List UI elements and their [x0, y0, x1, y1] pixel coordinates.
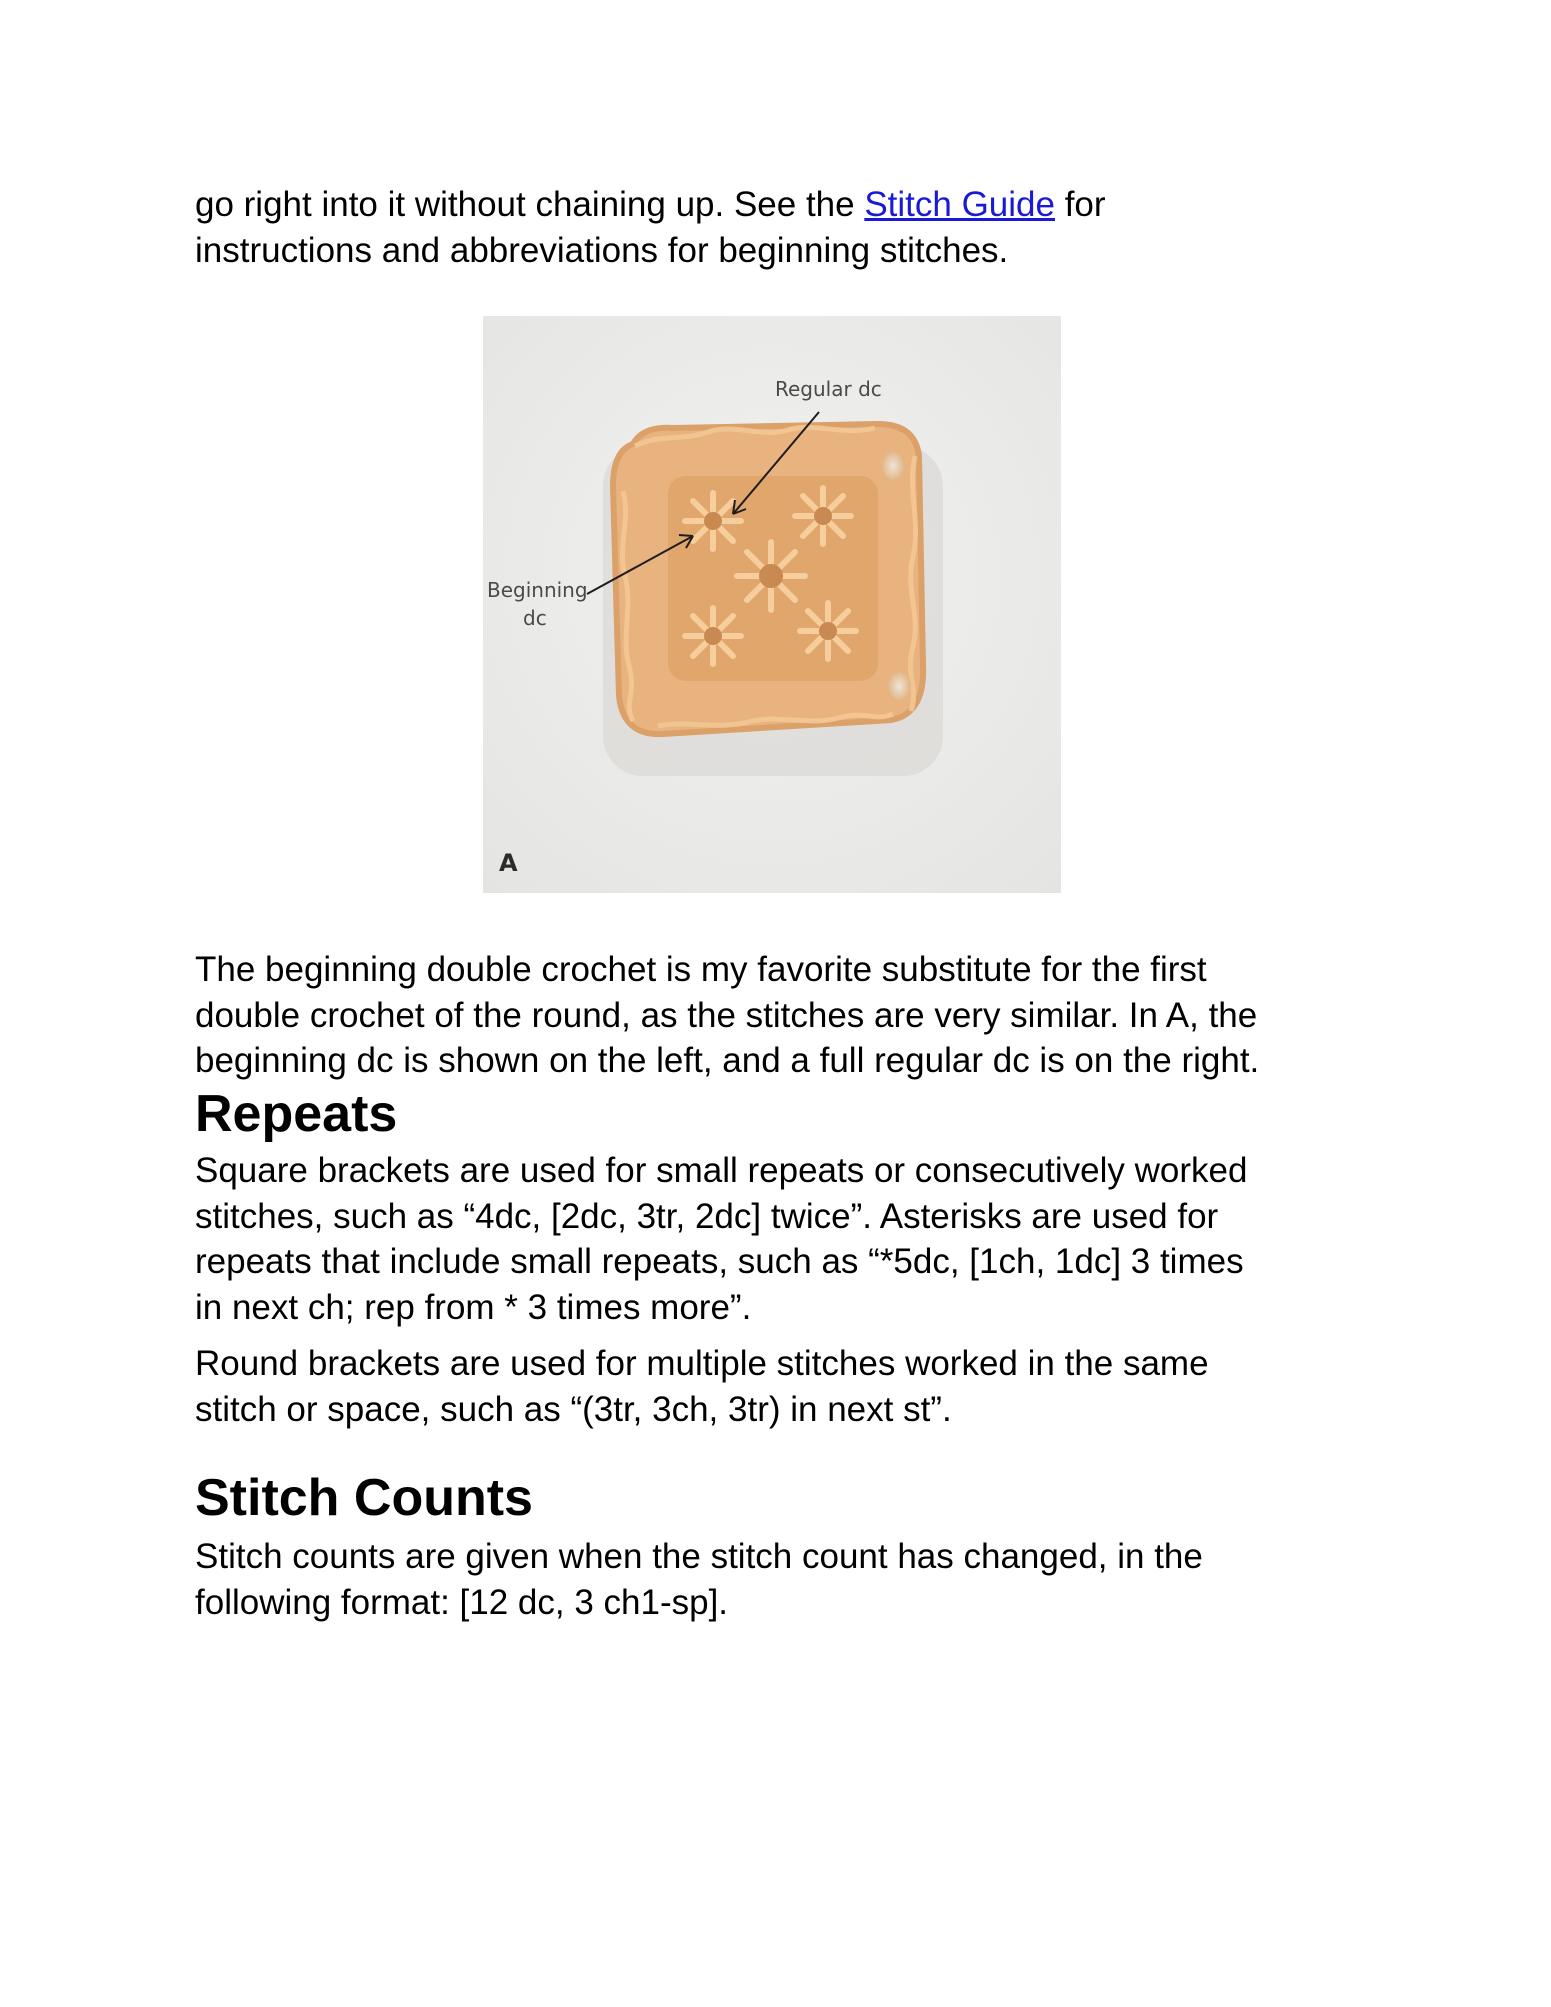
intro-line-1 [195, 182, 1375, 228]
intro-text-end: for [1054, 185, 1106, 224]
stitch-guide-link[interactable]: Stitch Guide [864, 185, 1055, 224]
paragraph-line: Stitch counts are given when the stitch count has changed, in the [195, 1537, 1203, 1576]
paragraph-line: repeats that include small repeats, such as “*5dc, [1ch, 1dc] 3 times [195, 1242, 1244, 1281]
paragraph-line: stitch or space, such as “(3tr, 3ch, 3tr) in next st”. [195, 1389, 952, 1429]
paragraph-line: in next ch; rep from * 3 times more”. [195, 1287, 752, 1327]
paragraph-line: stitches, such as “4dc, [2dc, 3tr, 2dc] twice”. Asterisks are used for [195, 1196, 1219, 1236]
crochet-square-photo [483, 316, 1061, 893]
paragraph-line: Square brackets are used for small repeats or consecutively worked [195, 1151, 1248, 1190]
panel-label: A [499, 849, 518, 877]
repeats-heading: Repeats [195, 1085, 398, 1143]
intro-line-2: instructions and abbreviations for beginning stitches. [195, 230, 1009, 270]
paragraph-line: double crochet of the round, as the stitches are very similar. In A, the [195, 995, 1258, 1035]
square-brackets-paragraph [195, 1148, 1375, 1330]
paragraph-line: Round brackets are used for multiple stitches worked in the same [195, 1344, 1209, 1383]
label-beginning-dc-line1: Beginning [487, 578, 588, 602]
stitch-counts-paragraph [195, 1534, 1375, 1625]
label-regular-dc: Regular dc [775, 377, 882, 401]
paragraph-line: beginning dc is shown on the left, and a full regular dc is on the right. [195, 1041, 1260, 1080]
beginning-dc-paragraph [195, 947, 1375, 1084]
intro-text: go right into it without chaining up. See the [195, 185, 865, 224]
intro-paragraph [195, 182, 1375, 273]
paragraph-line: The beginning double crochet is my favorite substitute for the first [195, 950, 1207, 989]
label-beginning-dc-line2: dc [523, 606, 547, 630]
paragraph-line: following format: [12 dc, 3 ch1-sp]. [195, 1582, 729, 1622]
stitch-counts-heading: Stitch Counts [195, 1469, 533, 1527]
round-brackets-paragraph [195, 1341, 1375, 1432]
